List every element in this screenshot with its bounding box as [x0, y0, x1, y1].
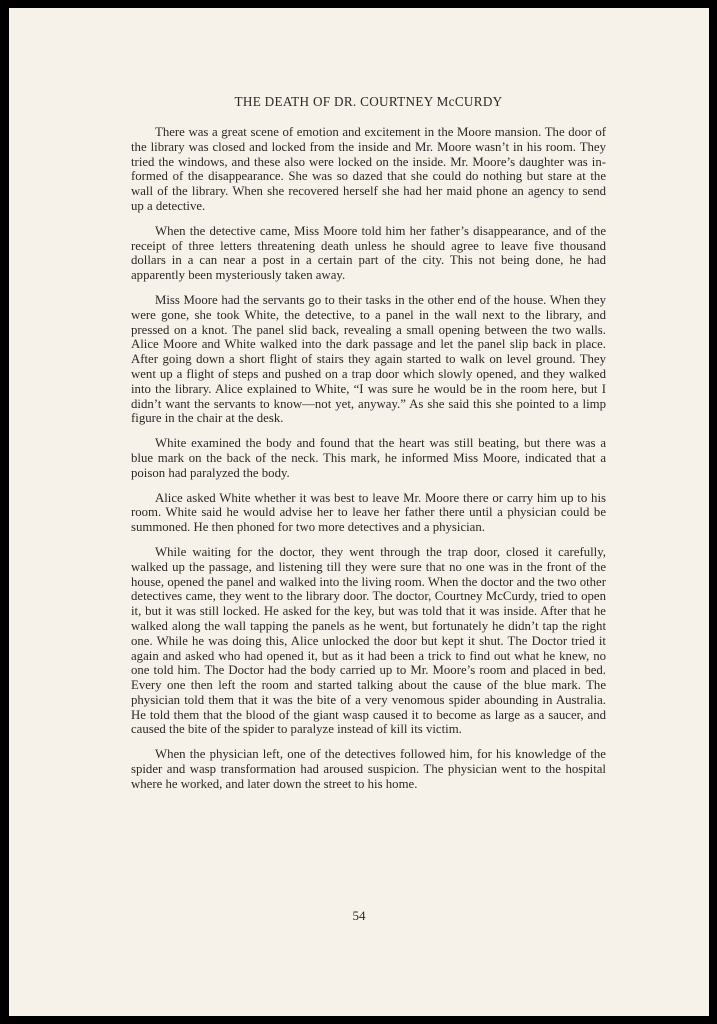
paragraph-4: White examined the body and found that the heart was still beating, but there was a blue mark on the back of the neck. This mark, he informed Miss Moore, indicated that a poison had paralyzed the body. — [131, 436, 606, 480]
paragraph-5: Alice asked White whether it was best to leave Mr. Moore there or carry him up to his room. White said he would advise her to leave her father there until a physician could be summoned. He then phoned for two more detectives and a physician. — [131, 490, 606, 535]
text-block — [131, 94, 606, 802]
paragraph-3: Miss Moore had the servants go to their tasks in the other end of the house. When they were gone, she took White, the detective, to a panel in the wall next to the library, and pressed on a knot. The panel slid back, revealing a small opening between the two walls. Alice Moore and White walked into the dark passage and let the panel slip back in place. After going down a short flight of stairs they again started to walk on level ground. They went up a flight of steps and pushed on a trap door which slowly opened, and they walked into the library. Alice explained to White, “I was sure he would be in the room here, but I didn’t want the servants to know—not yet, anyway.” As she said this she pointed to a limp figure in the chair at the desk. — [131, 292, 606, 426]
document-page — [9, 8, 709, 1016]
paragraph-6: While waiting for the doctor, they went through the trap door, closed it carefully, walked up the passage, and listening till they were sure that no one was in the front of the house, opened the panel and walked into the living room. When the doctor and the two other detectives came, they went to the library door. The doctor, Courtney McCurdy, tried to open it, but it was still locked. He asked for the key, but was told that it was inside. After that he walked along the wall tapping the panels as he went, but fortunately he didn’t tap the right one. While he was doing this, Alice unlocked the door but kept it shut. The Doctor tried it again and asked who had opened it, but as it had been a trick to find out what he knew, no one told him. The Doctor had the body carried up to Mr. Moore’s room and placed in bed. Every one then left the room and started talking about the cause of the blue mark. The physician told them that it was the bite of a very venomous spider abounding in Australia. He told them that the blood of the giant wasp caused it to become as large as a saucer, and caused the bite of the spider to paralyze instead of kill its victim. — [131, 544, 606, 737]
paragraph-2: When the detective came, Miss Moore told him her father’s disappearance, and of the receipt of three letters threatening death unless he should agree to leave five thousand dollars in a can near a post in a certain part of the city. This not being done, he had apparently been mysteriously taken away. — [131, 223, 606, 283]
page-title: THE DEATH OF DR. COURTNEY McCURDY — [234, 94, 503, 109]
paragraph-1: There was a great scene of emotion and excitement in the Moore mansion. The door of the library was closed and locked from the inside and Mr. Moore wasn’t in his room. They tried the windows, and these also were locked on the inside. Mr. Moore’s daughter was informed of the disappearance. She was so dazed that she could do nothing but stare at the wall of the library. When she recovered herself she had her maid phone an agency to send up a detective. — [131, 125, 606, 213]
page-number: 54 — [352, 908, 366, 923]
paragraph-7: When the physician left, one of the detectives followed him, for his knowledge of the spider and wasp transformation had aroused suspicion. The physician went to the hospital where he worked, and later down the street to his home. — [131, 747, 606, 791]
